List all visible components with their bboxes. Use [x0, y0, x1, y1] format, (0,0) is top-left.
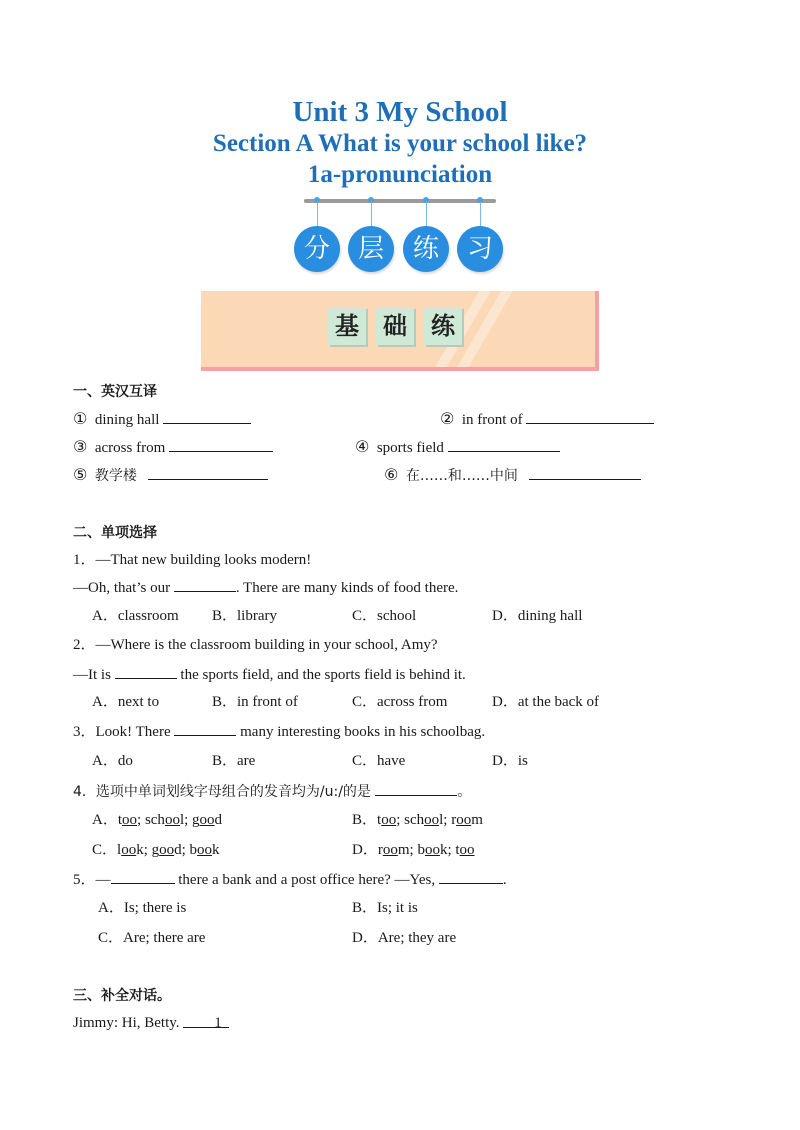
stem-text: 4．选项中单词划线字母组合的发音均为/u:/的是 [73, 784, 376, 800]
option-d[interactable]: D．at the back of [492, 694, 600, 710]
layer-char-circle: 层 [348, 226, 394, 272]
section2-heading: 二、单项选择 [73, 525, 157, 541]
word-part: g [192, 812, 200, 828]
underlined-letters: oo [199, 812, 215, 828]
word-part: k [212, 842, 220, 858]
word-part: l [439, 812, 444, 828]
word-part: b [189, 842, 198, 858]
option-b[interactable]: B．in front of [212, 694, 298, 710]
underlined-letters: oo [122, 812, 138, 828]
banner-char-tile: 础 [376, 307, 414, 345]
stem-text: —Oh, that’s our [73, 580, 174, 596]
word-part: m [397, 842, 410, 858]
word-part: k [439, 842, 448, 858]
word-part: b [417, 842, 425, 858]
item-text: 在……和……中间 [405, 468, 518, 484]
stem-text: . There are many kinds of food there. [235, 580, 459, 596]
option-c[interactable]: C．look; good; book [92, 842, 220, 858]
translate-item [73, 409, 251, 430]
item-text: sports field [376, 440, 444, 456]
option-c[interactable]: C．Are; there are [98, 930, 206, 946]
underlined-letters: oo [424, 812, 440, 828]
answer-blank[interactable] [169, 437, 273, 452]
question-stem [73, 781, 471, 802]
word-part: l [179, 812, 185, 828]
option-b[interactable]: B．library [212, 608, 277, 624]
answer-blank[interactable] [448, 437, 560, 452]
answer-blank[interactable] [148, 465, 268, 480]
stem-text: 。 [457, 784, 472, 800]
hanger-bar [304, 199, 496, 203]
stem-text: 5．— [73, 872, 111, 888]
lesson-title: 1a-pronunciation [307, 161, 493, 188]
option-c[interactable]: C．across from [352, 694, 448, 710]
option-a[interactable]: A．next to [92, 694, 160, 710]
option-c[interactable]: C．school [352, 608, 417, 624]
word-part: k [136, 842, 144, 858]
option-letter: A． [92, 812, 118, 828]
underlined-letters: oo [121, 842, 137, 858]
banner-char-tile: 练 [424, 307, 462, 345]
stem-text: many interesting books in his schoolbag. [236, 724, 486, 740]
underlined-letters: oo [381, 812, 397, 828]
option-letter: D． [352, 842, 378, 858]
layer-char-circle: 分 [294, 226, 340, 272]
word-part: sch [144, 812, 165, 828]
underlined-letters: oo [459, 842, 475, 858]
option-letter: C． [92, 842, 118, 858]
unit-title: Unit 3 My School [292, 96, 508, 128]
question-stem [73, 664, 466, 685]
option-d[interactable]: D．dining hall [492, 608, 583, 624]
hanger-stem [371, 202, 372, 228]
answer-blank[interactable] [163, 409, 251, 424]
answer-blank[interactable] [111, 869, 175, 884]
word-part: t [377, 812, 382, 828]
word-part: sch [404, 812, 425, 828]
stem-text: the sports field, and the sports field is behind it. [176, 667, 466, 683]
option-a[interactable]: A．do [92, 753, 133, 769]
option-a[interactable]: A．too; school; good [92, 812, 223, 828]
item-number: ③ [73, 437, 88, 456]
stem-text: 3．Look! There [73, 724, 175, 740]
word-part: r [451, 812, 457, 828]
question-stem: 1．—That new building looks modern! [73, 552, 312, 568]
hanger-stem [426, 202, 427, 228]
underlined-letters: oo [197, 842, 213, 858]
item-text: dining hall [94, 412, 160, 428]
translate-item [355, 437, 560, 458]
stem-text: . [502, 872, 507, 888]
item-number: ④ [355, 437, 370, 456]
option-d[interactable]: D．room; book; too [352, 842, 475, 858]
question-stem [73, 577, 458, 598]
translate-item [73, 437, 273, 458]
translate-item [384, 465, 641, 486]
option-b[interactable]: B．Is; it is [352, 900, 418, 916]
item-number: ② [440, 409, 455, 428]
option-b[interactable]: B．are [212, 753, 256, 769]
option-b[interactable]: B．too; school; room [352, 812, 483, 828]
underlined-letters: oo [164, 812, 180, 828]
question-stem [73, 721, 485, 742]
answer-blank[interactable] [375, 781, 457, 796]
word-part: t [117, 812, 123, 828]
translate-item [73, 465, 268, 486]
section3-heading: 三、补全对话。 [73, 988, 171, 1004]
translate-item [440, 409, 654, 430]
option-letter: B． [352, 812, 378, 828]
answer-blank[interactable] [439, 869, 503, 884]
item-text: 教学楼 [94, 468, 137, 484]
word-part: g [151, 842, 160, 858]
option-d[interactable]: D．Are; they are [352, 930, 457, 946]
dialogue-line [73, 1013, 229, 1033]
item-text: in front of [461, 412, 523, 428]
answer-blank[interactable] [529, 465, 641, 480]
dialogue-text: Jimmy: Hi, Betty. [73, 1015, 184, 1031]
stem-text: there a bank and a post office here? —Yes, [174, 872, 439, 888]
underlined-letters: oo [159, 842, 175, 858]
answer-blank[interactable] [115, 664, 177, 679]
word-part: r [377, 842, 383, 858]
question-stem [73, 869, 507, 890]
option-a[interactable]: A．classroom [92, 608, 179, 624]
answer-blank[interactable] [183, 1013, 229, 1031]
hanger-stem [317, 202, 318, 228]
section1-heading: 一、英汉互译 [73, 384, 157, 400]
word-part: m [471, 812, 483, 828]
layer-char-circle: 习 [457, 226, 503, 272]
word-part: d [214, 812, 223, 828]
option-d[interactable]: D．is [492, 753, 528, 769]
item-number: ① [73, 409, 88, 428]
question-stem: 2．—Where is the classroom building in your school, Amy? [73, 637, 438, 653]
option-a[interactable]: A．Is; there is [98, 900, 187, 916]
basic-practice-banner [201, 291, 599, 371]
answer-blank[interactable] [526, 409, 654, 424]
underlined-letters: oo [382, 842, 398, 858]
hanger-stem [480, 202, 481, 228]
option-c[interactable]: C．have [352, 753, 406, 769]
stem-text: —It is [73, 667, 115, 683]
layer-char-circle: 练 [403, 226, 449, 272]
answer-blank[interactable] [174, 721, 236, 736]
item-number: ⑤ [73, 465, 88, 484]
banner-char-tile: 基 [328, 307, 366, 345]
section-title: Section A What is your school like? [212, 130, 588, 157]
word-part: d [174, 842, 182, 858]
underlined-letters: oo [424, 842, 440, 858]
underlined-letters: oo [456, 812, 472, 828]
answer-blank[interactable] [174, 577, 236, 592]
item-text: across from [94, 440, 166, 456]
word-part: t [455, 842, 460, 858]
blank-number: 1 [214, 1015, 222, 1031]
word-part: l [117, 842, 122, 858]
item-number: ⑥ [384, 465, 399, 484]
